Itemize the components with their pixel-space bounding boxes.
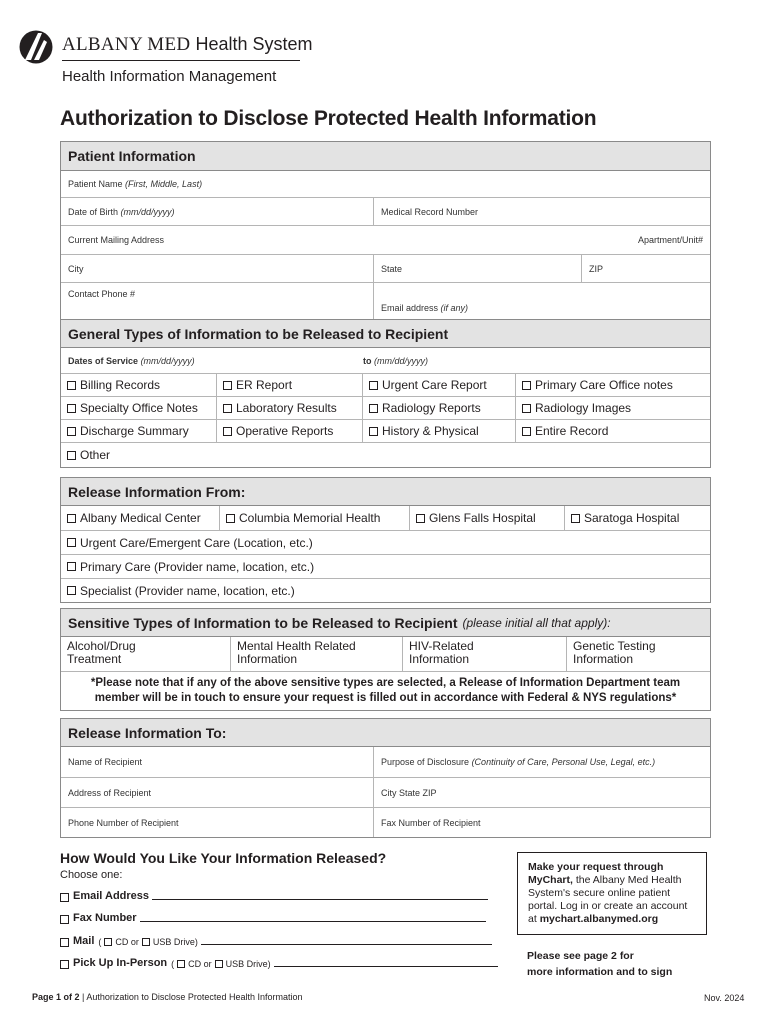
checkbox-icon [223, 381, 232, 390]
checkbox-icon [223, 404, 232, 413]
date-of-birth-field[interactable]: Date of Birth (mm/dd/yyyy) [68, 206, 175, 217]
albany-med-logo-icon [19, 30, 53, 64]
checkbox-icon [223, 427, 232, 436]
pickup-line[interactable] [274, 966, 498, 967]
checkbox-specialist[interactable]: Specialist (Provider name, location, etc.) [61, 579, 710, 602]
mail-line[interactable] [201, 944, 492, 945]
checkbox-icon [67, 404, 76, 413]
see-page-two-note: Please see page 2 for more information and to sign [527, 950, 673, 978]
email-line[interactable] [152, 899, 488, 900]
checkbox-icon [369, 404, 378, 413]
option-mail[interactable]: Mail ( CD or USB Drive) [60, 935, 492, 947]
checkbox-billing-records[interactable]: Billing Records [61, 374, 216, 396]
patient-information-section [60, 141, 711, 320]
sensitive-hiv-related[interactable]: HIV-Related Information [402, 637, 566, 671]
checkbox-urgent-care-report[interactable]: Urgent Care Report [362, 374, 515, 396]
recipient-fax-field[interactable]: Fax Number of Recipient [373, 808, 710, 837]
checkbox-albany-medical-center[interactable]: Albany Medical Center [61, 506, 219, 530]
recipient-city-state-zip-field[interactable]: City State ZIP [373, 778, 710, 807]
general-types-section [60, 319, 711, 468]
email-address-field[interactable]: Email address (if any) [373, 283, 710, 319]
sensitive-mental-health[interactable]: Mental Health Related Information [230, 637, 402, 671]
apartment-unit-field[interactable]: Apartment/Unit# [637, 235, 703, 245]
pickup-media-options: ( CD or USB Drive) [171, 959, 271, 969]
city-field[interactable]: City [68, 263, 84, 274]
brand-rule [62, 60, 300, 61]
option-pick-up-in-person[interactable]: Pick Up In-Person ( CD or USB Drive) [60, 957, 498, 969]
checkbox-icon [60, 960, 69, 969]
checkbox-icon [369, 427, 378, 436]
checkbox-discharge-summary[interactable]: Discharge Summary [61, 420, 216, 442]
dates-of-service-field[interactable]: Dates of Service (mm/dd/yyyy) [68, 355, 195, 366]
sensitive-genetic-testing[interactable]: Genetic Testing Information [566, 637, 710, 671]
checkbox-icon [60, 938, 69, 947]
checkbox-icon [369, 381, 378, 390]
checkbox-entire-record[interactable]: Entire Record [515, 420, 710, 442]
checkbox-icon [60, 893, 69, 902]
checkbox-icon[interactable] [215, 960, 223, 968]
purpose-of-disclosure-field[interactable]: Purpose of Disclosure (Continuity of Care, Personal Use, Legal, etc.) [373, 747, 710, 777]
medical-record-number-field[interactable]: Medical Record Number [373, 198, 710, 225]
sensitive-warning-note: *Please note that if any of the above sensitive types are selected, a Release of Information Department team member will be in touch to ensure your request is filled out in accordance with Federal & NYS regulations* [90, 677, 681, 704]
recipient-phone-field[interactable]: Phone Number of Recipient [68, 817, 179, 828]
brand-name: ALBANY MED Health System [62, 34, 313, 55]
checkbox-icon[interactable] [104, 938, 112, 946]
checkbox-icon [67, 381, 76, 390]
zip-field[interactable]: ZIP [581, 255, 710, 282]
checkbox-icon [67, 586, 76, 595]
checkbox-icon[interactable] [177, 960, 185, 968]
checkbox-icon [60, 915, 69, 924]
checkbox-icon [67, 451, 76, 460]
revision-date: Nov. 2024 [704, 993, 745, 1003]
checkbox-glens-falls-hospital[interactable]: Glens Falls Hospital [409, 506, 564, 530]
recipient-name-field[interactable]: Name of Recipient [68, 757, 143, 767]
checkbox-er-report[interactable]: ER Report [216, 374, 362, 396]
mail-media-options: ( CD or USB Drive) [98, 937, 198, 947]
checkbox-other[interactable]: Other [61, 443, 710, 467]
page-footer: Page 1 of 2 | Authorization to Disclose Protected Health Information [32, 992, 303, 1002]
checkbox-primary-care[interactable]: Primary Care (Provider name, location, etc.) [61, 555, 710, 578]
checkbox-radiology-reports[interactable]: Radiology Reports [362, 397, 515, 419]
sensitive-alcohol-drug-treatment[interactable]: Alcohol/Drug Treatment [67, 639, 136, 666]
release-to-heading: Release Information To: [61, 719, 710, 747]
option-email-address[interactable]: Email Address [60, 890, 488, 902]
checkbox-laboratory-results[interactable]: Laboratory Results [216, 397, 362, 419]
release-method-title: How Would You Like Your Information Released? [60, 850, 387, 866]
sensitive-types-section [60, 608, 711, 711]
checkbox-icon [522, 381, 531, 390]
patient-name-field[interactable]: Patient Name (First, Middle, Last) [68, 179, 203, 189]
contact-phone-field[interactable]: Contact Phone # [68, 289, 136, 299]
checkbox-specialty-office-notes[interactable]: Specialty Office Notes [61, 397, 216, 419]
checkbox-operative-reports[interactable]: Operative Reports [216, 420, 362, 442]
checkbox-icon [416, 514, 425, 523]
checkbox-icon [522, 427, 531, 436]
state-field[interactable]: State [373, 255, 581, 282]
recipient-address-field[interactable]: Address of Recipient [68, 787, 152, 798]
checkbox-icon [522, 404, 531, 413]
checkbox-icon [67, 514, 76, 523]
checkbox-saratoga-hospital[interactable]: Saratoga Hospital [564, 506, 710, 530]
checkbox-primary-care-office-notes[interactable]: Primary Care Office notes [515, 374, 710, 396]
release-from-heading: Release Information From: [61, 478, 710, 506]
checkbox-icon [67, 538, 76, 547]
sensitive-types-heading: Sensitive Types of Information to be Released to Recipient (please initial all that apply): [61, 609, 710, 637]
checkbox-history-physical[interactable]: History & Physical [362, 420, 515, 442]
release-from-section [60, 477, 711, 603]
choose-one-label: Choose one: [60, 869, 123, 881]
checkbox-icon [67, 427, 76, 436]
checkbox-columbia-memorial-health[interactable]: Columbia Memorial Health [219, 506, 409, 530]
patient-information-heading: Patient Information [61, 142, 710, 171]
mychart-callout: Make your request through MyChart, the Albany Med Health System's secure online patient portal. Log in or create an account at mychart.albanymed.org [517, 852, 707, 935]
dates-of-service-to-field[interactable]: to (mm/dd/yyyy) [363, 355, 429, 366]
general-types-heading: General Types of Information to be Released to Recipient [61, 320, 710, 348]
checkbox-icon [571, 514, 580, 523]
fax-line[interactable] [140, 921, 486, 922]
document-title: Authorization to Disclose Protected Health Information [60, 107, 597, 130]
department-name: Health Information Management [62, 68, 277, 85]
checkbox-urgent-care[interactable]: Urgent Care/Emergent Care (Location, etc.) [61, 531, 710, 554]
checkbox-icon [67, 562, 76, 571]
checkbox-icon[interactable] [142, 938, 150, 946]
option-fax-number[interactable]: Fax Number [60, 912, 486, 924]
mailing-address-field[interactable]: Current Mailing Address [68, 235, 165, 245]
mychart-url-link[interactable]: mychart.albanymed.org [539, 913, 659, 925]
checkbox-radiology-images[interactable]: Radiology Images [515, 397, 710, 419]
checkbox-icon [226, 514, 235, 523]
release-to-section [60, 718, 711, 838]
